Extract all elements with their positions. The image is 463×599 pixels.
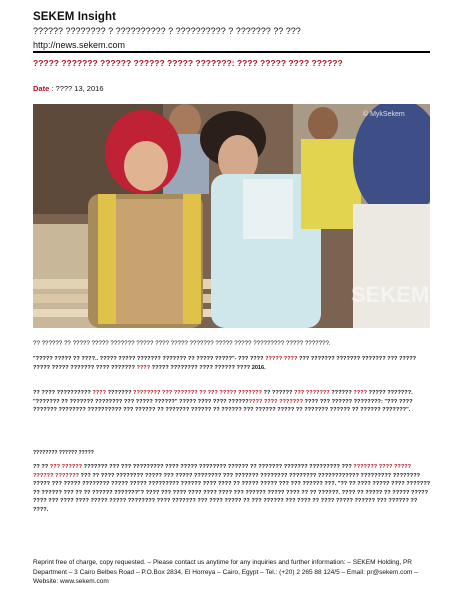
news-url-link[interactable]: http://news.sekem.com	[33, 40, 126, 50]
paragraph-2	[33, 389, 433, 415]
highlighted-text: ????	[92, 390, 107, 396]
paragraph-text: ?? ???? ??????????	[33, 390, 93, 396]
highlighted-text: ??? ??????	[49, 464, 83, 470]
date-label: Date	[33, 84, 50, 93]
paragraph-text: ?? ??????	[261, 390, 294, 396]
highlighted-text: ????	[136, 364, 151, 371]
paragraph-text: ???????	[106, 390, 134, 396]
paragraph-text: ??? ?? ???? ???????? ????? ??? ????? ???????? ??? ??????? ???????? ???????? ???????????? ????????? ???????? ????? ??? ????? ???????? ????? ????? ????????? ?????? ???? ???? ?? ????? ????? ??? ??? ?????? ???. "?? ?? ???? ????? ???? ??????? ?? ?????? ??? ?? ?? ?????? ???????"? ???? ??? ???? ???? ???? ???? ??? ?????? ????? ???? ?? ?? ??????. ???? ?? ????? ?? ????? ????? ???? ??? ???? ???? ????? ????? ???????? ???? ??????? ??? ???? ????? ?? ??? ?????? ??? ???? ?? ???? ????? ?????? ??? ?????? ?? ????.	[33, 472, 431, 513]
highlighted-text: ????? ????	[265, 356, 298, 362]
highlighted-text: ???? ???????	[263, 398, 303, 405]
footer-contact: Reprint free of charge, copy requested. – Please contact us anytime for any inquiries and further information: – SEKEM Holding, PR Department – 3 Cairo Belbes Road – P.O.Box 2834, El Horreya – Cairo, Egypt – Tel.: (+20) 2 265 88 124/5 – Email: pr@sekem.com – Website: www.sekem.com	[33, 559, 418, 585]
article-headline: ????? ??????? ?????? ?????? ????? ???????: ???? ????? ???? ??????	[33, 58, 343, 68]
paragraph-text: ??????? ??? ??? ????????? ???? ????? ???????? ?????? ?? ??????? ??????? ????????? ???	[82, 464, 354, 470]
paragraph-text: ??????	[329, 390, 354, 396]
paragraph-text: ????? ???????? ???? ?????? ???? 2016.	[150, 364, 266, 371]
photo-illustration	[33, 104, 430, 328]
paragraph-3	[33, 463, 433, 515]
paragraph-1	[33, 355, 433, 372]
paragraph-text: "????? ????? ?? ????.. ????? ????? ??????? ??????? ?? ????? ?????"- ??? ????	[33, 356, 266, 362]
highlighted-text: ???????? ??? ??????? ?? ??? ????? ???????	[133, 390, 262, 396]
paragraph-text: ???? ??? ?????? ????????: "??? ???? ??????? ???????? ?????????? ??? ?????? ?? ??????? ?????? ?? ?????? ??? ?????? ????? ?? ??????? ?????? ?? ?????? ???????".	[33, 398, 413, 414]
photo-caption: ?? ?????? ?? ????? ????? ??????? ????? ???? ????? ??????? ????? ????? ????????? ????? ???????.	[33, 340, 331, 347]
highlighted-text: ??????? ????	[353, 464, 393, 470]
brand-subtitle: ?????? ???????? ? ?????????? ? ?????????? ? ??????? ?? ???	[33, 26, 301, 36]
highlighted-text: ????	[353, 390, 367, 396]
paragraph-text: ?? ??	[33, 464, 50, 470]
date-line	[33, 84, 104, 93]
photo-watermark: SEKEM	[351, 282, 430, 307]
date-value: ???? 13, 2016	[55, 84, 104, 93]
section-heading: ???????? ?????? ?????	[33, 450, 94, 456]
paragraph-text: ??? ??????? ??????? ??????? ??? ????? ????? ????? ??????? ???? ???????	[33, 356, 417, 371]
highlighted-text: ????	[248, 398, 263, 405]
highlighted-text: ????? ?????? ???????	[33, 464, 412, 479]
article-photo	[33, 104, 430, 328]
brand-title: SEKEM Insight	[33, 11, 117, 23]
date-separator: :	[49, 84, 56, 93]
photo-credit: © MykSekem	[363, 111, 405, 118]
header-divider	[33, 51, 430, 53]
highlighted-text: ??? ???????	[293, 390, 330, 396]
paragraph-text: ????? ???????. "??????? ?? ??????? ???????? ??? ????? ??????" ????? ???? ???? ??????	[33, 390, 413, 405]
